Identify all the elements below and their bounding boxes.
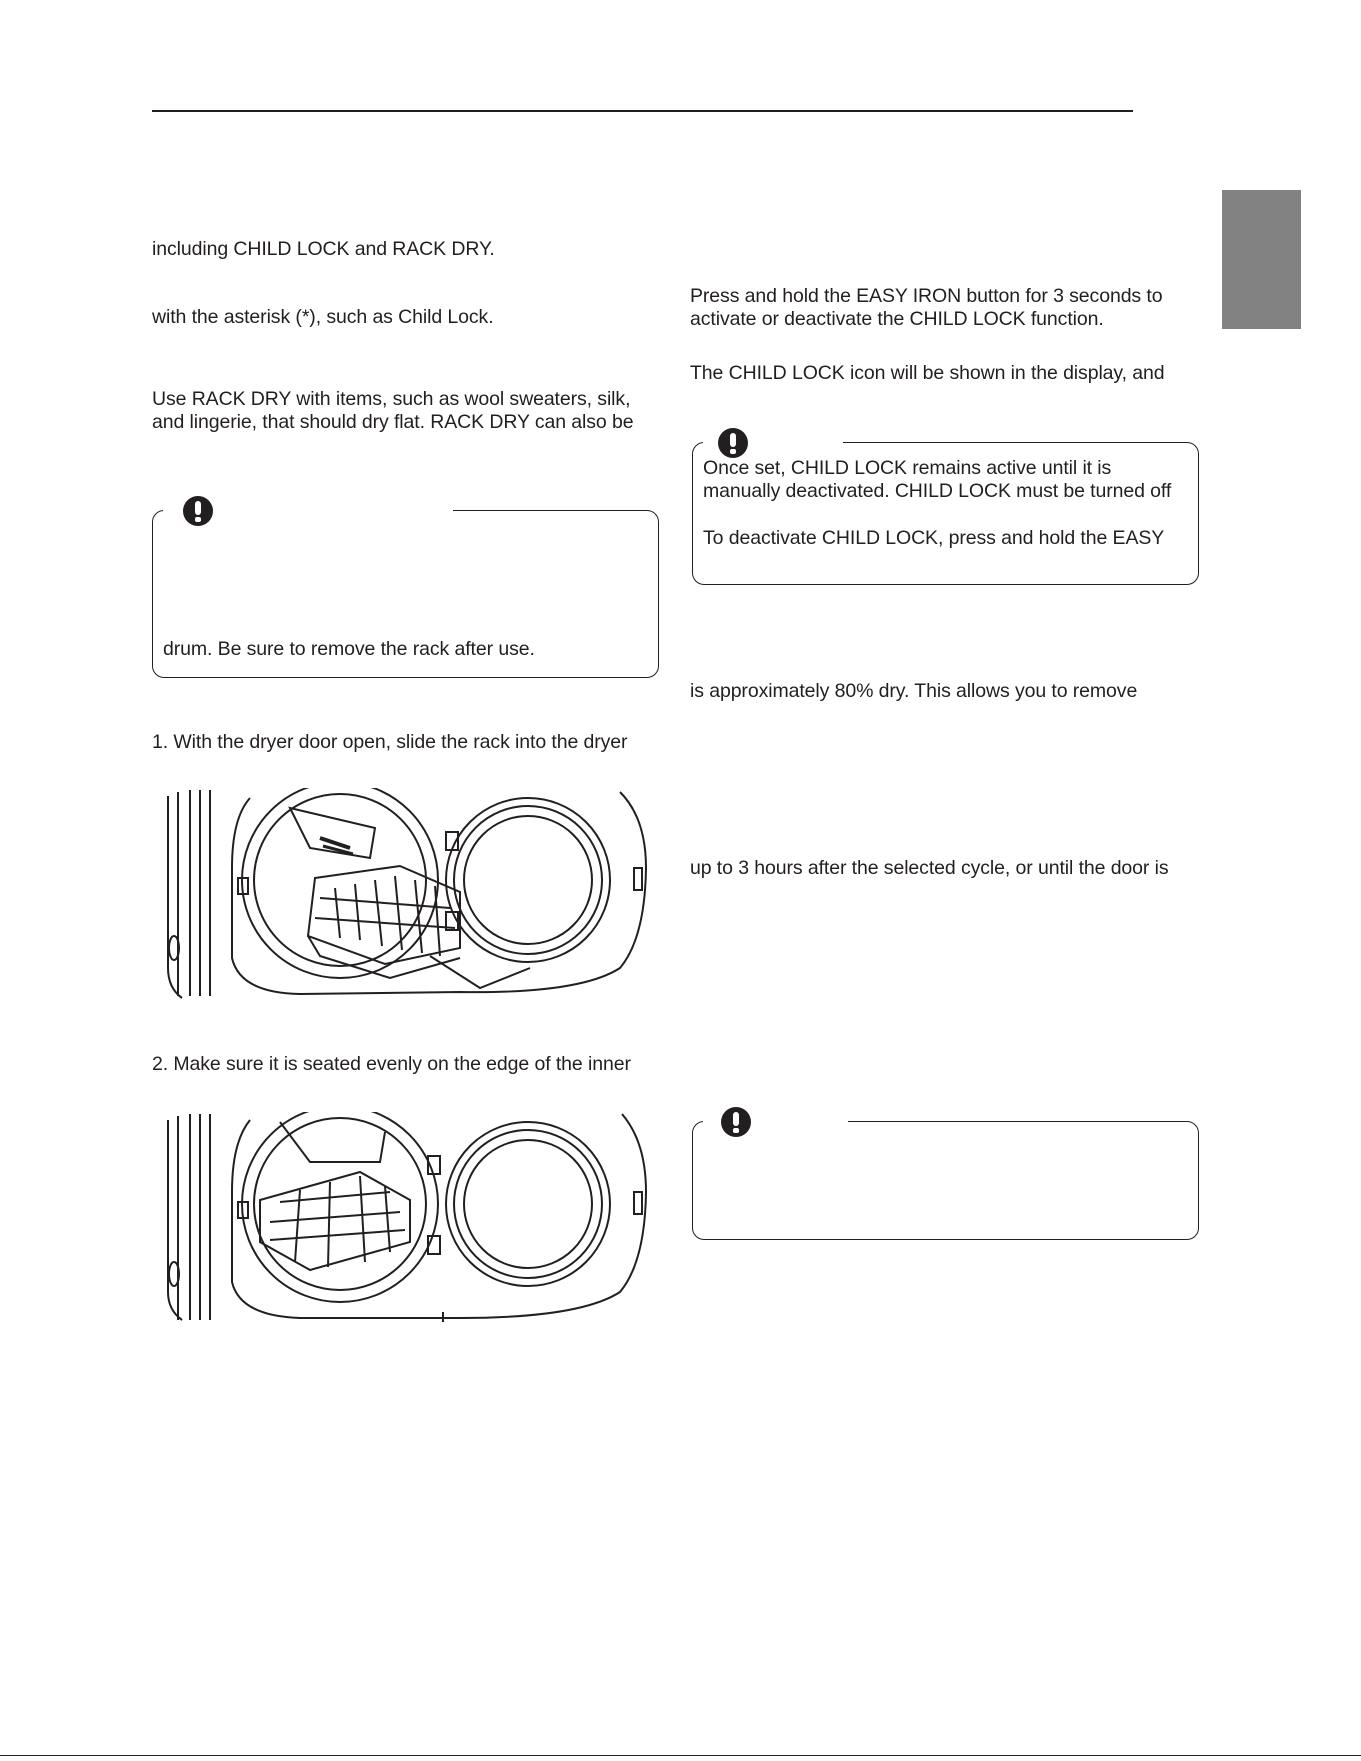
warning-icon	[718, 428, 748, 458]
hours-line: up to 3 hours after the selected cycle, or until the door is	[690, 857, 1169, 879]
footer-rule	[0, 1755, 1361, 1756]
rack-dry-line-2: and lingerie, that should dry flat. RACK DRY can also be	[152, 411, 634, 433]
rack-note-box	[152, 510, 659, 678]
step-2: 2. Make sure it is seated evenly on the edge of the inner	[152, 1053, 631, 1075]
step-1: 1. With the dryer door open, slide the rack into the dryer	[152, 731, 628, 753]
rack-note-text: drum. Be sure to remove the rack after use.	[163, 638, 535, 660]
child-lock-note-line-2: manually deactivated. CHILD LOCK must be turned off	[703, 480, 1172, 502]
header-rule	[152, 110, 1133, 112]
child-lock-icon-line: The CHILD LOCK icon will be shown in the display, and	[690, 362, 1165, 384]
warning-icon	[721, 1107, 751, 1137]
dry-percent-line: is approximately 80% dry. This allows you to remove	[690, 680, 1138, 702]
child-lock-note-line-1: Once set, CHILD LOCK remains active until it is	[703, 457, 1112, 479]
intro-line: including CHILD LOCK and RACK DRY.	[152, 238, 495, 260]
section-tab	[1222, 190, 1301, 329]
child-lock-note-line-3: To deactivate CHILD LOCK, press and hold the EASY	[703, 527, 1165, 549]
dryer-rack-seated-illustration	[160, 1112, 660, 1322]
easy-iron-line-1: Press and hold the EASY IRON button for 3 seconds to	[690, 285, 1163, 307]
child-lock-note-box	[692, 442, 1199, 585]
easy-iron-line-2: activate or deactivate the CHILD LOCK function.	[690, 308, 1104, 330]
empty-note-box	[692, 1121, 1199, 1240]
rack-dry-line-1: Use RACK DRY with items, such as wool sweaters, silk,	[152, 388, 631, 410]
dryer-rack-insert-illustration	[160, 788, 660, 1000]
warning-icon	[183, 496, 213, 526]
asterisk-line: with the asterisk (*), such as Child Lock.	[152, 306, 494, 328]
